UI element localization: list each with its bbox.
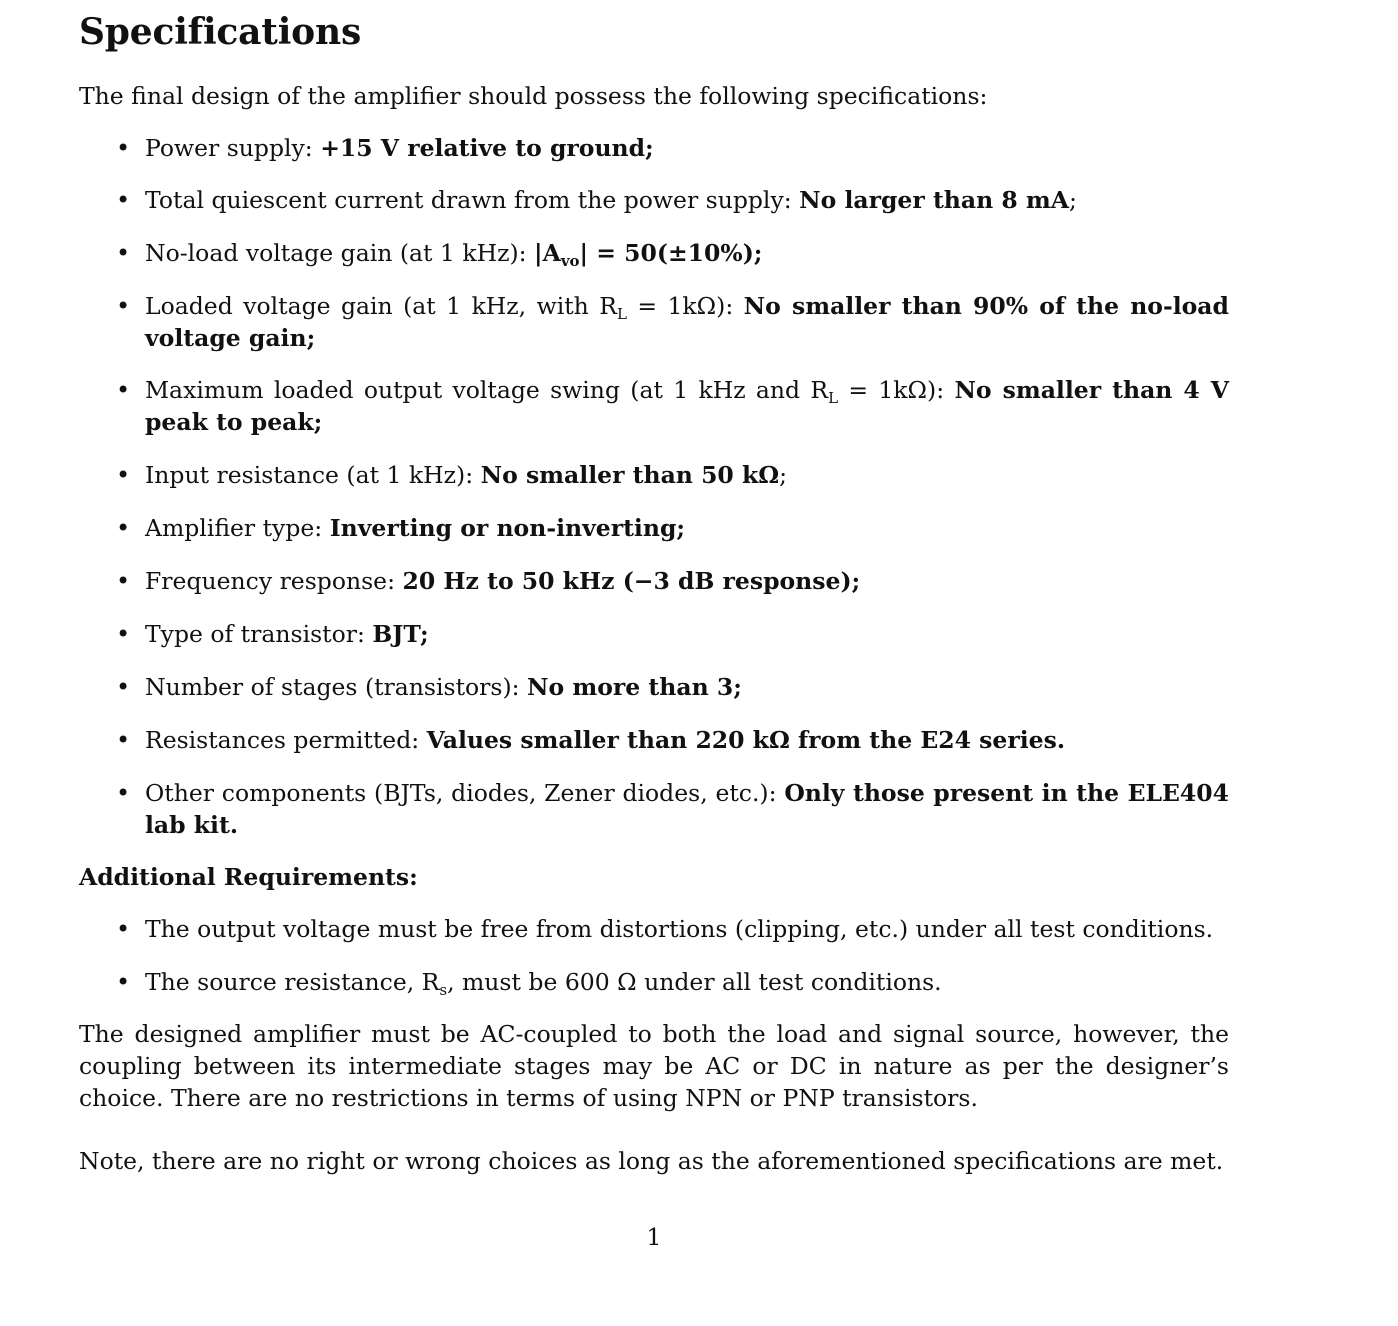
spec-label: Frequency response: — [145, 567, 403, 595]
spec-item-resistances — [79, 724, 1229, 756]
spec-value: Inverting or non-inverting; — [329, 514, 686, 542]
bullet-icon: • — [116, 376, 131, 404]
bullet-icon: • — [116, 514, 131, 542]
spec-label: Number of stages (transistors): — [145, 673, 528, 701]
document-page — [79, 10, 1229, 1177]
spec-item-input-resistance — [79, 459, 1229, 491]
additional-item-source-resistance — [79, 966, 1229, 998]
spec-item-output-swing — [79, 374, 1229, 438]
spec-value: No smaller than 50 kΩ — [480, 461, 780, 489]
spec-label: Total quiescent current drawn from the power supply: — [145, 186, 800, 214]
spec-item-no-load-gain — [79, 237, 1229, 269]
spec-list — [79, 132, 1229, 841]
spec-label: Resistances permitted: — [145, 726, 427, 754]
spec-label-subscript: L — [616, 305, 627, 323]
spec-value: No smaller than 4 V peak to peak; — [145, 376, 1230, 436]
spec-value: Values smaller than 220 kΩ from the E24 series. — [426, 726, 1065, 754]
bullet-icon: • — [116, 186, 131, 214]
additional-subscript: s — [439, 981, 448, 999]
spec-value-post: | = 50(±10%); — [579, 239, 763, 267]
spec-value: BJT; — [372, 620, 429, 648]
bullet-icon: • — [116, 134, 131, 162]
spec-item-amplifier-type — [79, 512, 1229, 544]
spec-item-loaded-gain — [79, 290, 1229, 354]
spec-item-stages — [79, 671, 1229, 703]
additional-requirements-list — [79, 913, 1229, 998]
spec-label: Loaded voltage gain (at 1 kHz, with R — [145, 292, 617, 320]
spec-tail: ; — [1069, 186, 1077, 214]
spec-item-power-supply — [79, 132, 1229, 164]
spec-label: No-load voltage gain (at 1 kHz): — [145, 239, 535, 267]
spec-value-subscript: vo — [560, 252, 580, 270]
spec-value: |A — [534, 239, 561, 267]
bullet-icon: • — [116, 292, 131, 320]
bullet-icon: • — [116, 239, 131, 267]
spec-label: Type of transistor: — [145, 620, 373, 648]
spec-value: No larger than 8 mA — [799, 186, 1070, 214]
bullet-icon: • — [116, 726, 131, 754]
spec-value: No more than 3; — [527, 673, 742, 701]
spec-value: 20 Hz to 50 kHz (−3 dB response); — [402, 567, 861, 595]
bullet-icon: • — [116, 620, 131, 648]
spec-tail: ; — [779, 461, 788, 489]
bullet-icon: • — [116, 968, 131, 996]
spec-item-frequency-response — [79, 565, 1229, 597]
spec-label: Maximum loaded output voltage swing (at 1 kHz and R — [145, 376, 829, 404]
spec-value: Only those present in the ELE404 lab kit. — [145, 779, 1229, 839]
page-title: Specifications — [79, 11, 362, 53]
spec-label-subscript: L — [828, 389, 839, 407]
spec-label: Amplifier type: — [145, 514, 330, 542]
additional-text-post: , must be 600 Ω under all test conditions. — [447, 968, 942, 996]
coupling-paragraph: The designed amplifier must be AC-coupled to both the load and signal source, however, the coupling between its intermediate stages may be AC or DC in nature as per the designer’s choice. There are no restrictions in terms of using NPN or PNP transistors. — [79, 1020, 1229, 1112]
spec-label-post: = 1kΩ): — [838, 376, 955, 404]
bullet-icon: • — [116, 779, 131, 807]
spec-label: Other components (BJTs, diodes, Zener diodes, etc.): — [145, 779, 785, 807]
spec-item-other-components — [79, 777, 1229, 841]
bullet-icon: • — [116, 673, 131, 701]
intro-paragraph: The final design of the amplifier should possess the following specifications: — [79, 82, 988, 110]
additional-text: The source resistance, R — [145, 968, 440, 996]
page-number: 1 — [646, 1223, 662, 1251]
spec-label: Input resistance (at 1 kHz): — [145, 461, 481, 489]
additional-requirements-heading: Additional Requirements: — [79, 863, 418, 891]
spec-value: +15 V relative to ground; — [320, 134, 654, 162]
note-paragraph: Note, there are no right or wrong choices as long as the aforementioned specifications are met. — [79, 1147, 1224, 1175]
bullet-icon: • — [116, 567, 131, 595]
spec-label: Power supply: — [145, 134, 321, 162]
additional-text: The output voltage must be free from distortions (clipping, etc.) under all test conditions. — [145, 915, 1214, 943]
spec-value: No smaller than 90% of the no-load voltage gain; — [145, 292, 1229, 352]
bullet-icon: • — [116, 461, 131, 489]
spec-item-quiescent-current — [79, 184, 1229, 216]
spec-label-post: = 1kΩ): — [626, 292, 744, 320]
bullet-icon: • — [116, 915, 131, 943]
spec-item-transistor-type — [79, 618, 1229, 650]
additional-item-distortion — [79, 913, 1229, 945]
